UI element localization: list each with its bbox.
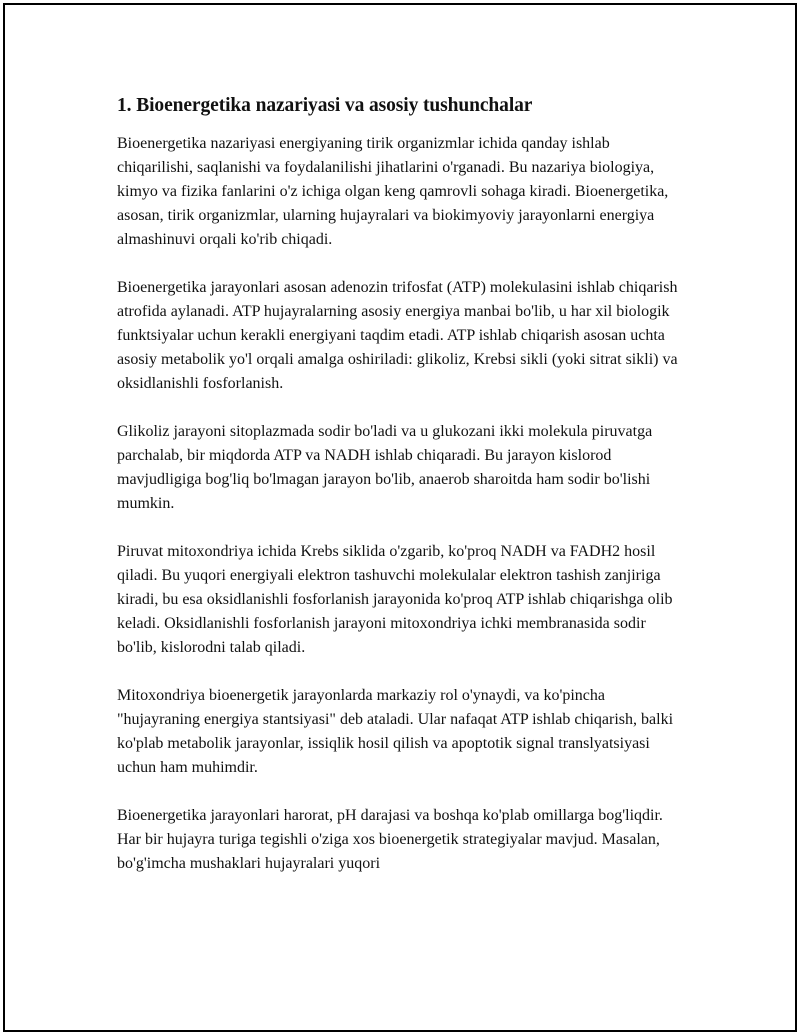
paragraph-6: Bioenergetika jarayonlari harorat, pH darajasi va boshqa ko'plab omillarga bog'liqdir. Har bir hujayra turiga tegishli o'ziga xos bioenergetik strategiyalar mavjud. Masalan, bo'g'imcha mushaklari hujayralari yuqori <box>117 807 663 872</box>
paragraph-4: Piruvat mitoxondriya ichida Krebs siklida o'zgarib, ko'proq NADH va FADH2 hosil qiladi. Bu yuqori energiyali elektron tashuvchi molekulalar elektron tashish zanjiriga kiradi, bu esa oksidlanishli fosforlanish jarayonida ko'proq ATP ishlab chiqarishga olib keladi. Oksidlanishli fosforlanish jarayoni mitoxondriya ichki membranasida sodir bo'lib, kislorodni talab qiladi. <box>117 543 673 656</box>
section-heading: 1. Bioenergetika nazariyasi va asosiy tushunchalar <box>117 95 533 116</box>
paragraph-1: Bioenergetika nazariyasi energiyaning tirik organizmlar ichida qanday ishlab chiqarilishi, saqlanishi va foydalanilishi jihatlarini o'rganadi. Bu nazariya biologiya, kimyo va fizika fanlarini o'z ichiga olgan keng qamrovli sohaga kiradi. Bioenergetika, asosan, tirik organizmlar, ularning hujayralari va biokimyoviy jarayonlarni energiya almashinuvi orqali ko'rib chiqadi. <box>117 135 669 248</box>
document-body <box>117 92 687 900</box>
paragraph-5: Mitoxondriya bioenergetik jarayonlarda markaziy rol o'ynaydi, va ko'pincha "hujayraning energiya stantsiyasi" deb ataladi. Ular nafaqat ATP ishlab chiqarish, balki ko'plab metabolik jarayonlar, issiqlik hosil qilish va apoptotik signal translyatsiyasi uchun ham muhimdir. <box>117 687 674 776</box>
paragraph-3: Glikoliz jarayoni sitoplazmada sodir bo'ladi va u glukozani ikki molekula piruvatga parchalab, bir miqdorda ATP va NADH ishlab chiqaradi. Bu jarayon kislorod mavjudligiga bog'liq bo'lmagan jarayon bo'lib, anaerob sharoitda ham sodir bo'lishi mumkin. <box>117 423 653 512</box>
paragraph-2: Bioenergetika jarayonlari asosan adenozin trifosfat (ATP) molekulasini ishlab chiqarish atrofida aylanadi. ATP hujayralarning asosiy energiya manbai bo'lib, u har xil biologik funktsiyalar uchun kerakli energiyani taqdim etadi. ATP ishlab chiqarish asosan uchta asosiy metabolik yo'l orqali amalga oshiriladi: glikoliz, Krebsi sikli (yoki sitrat sikli) va oksidlanishli fosforlanish. <box>117 279 678 392</box>
